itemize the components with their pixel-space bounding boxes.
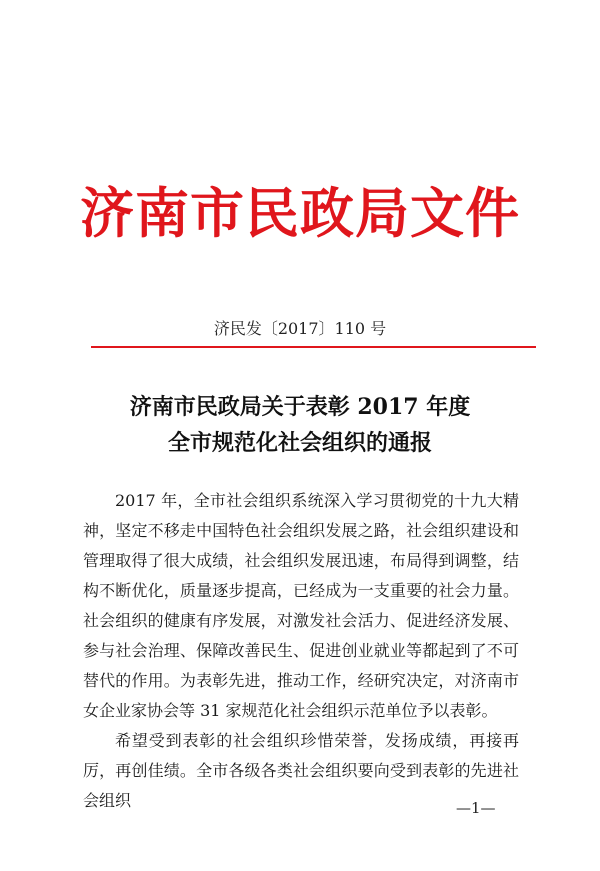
document-title-line-2: 全市规范化社会组织的通报 bbox=[167, 430, 432, 456]
body-paragraph-2: 希望受到表彰的社会组织珍惜荣誉，发扬成绩，再接再厉，再创佳绩。全市各级各类社会组织要向受到表彰的先进社会组织 bbox=[83, 731, 519, 810]
body-paragraph-1: 2017 年，全市社会组织系统深入学习贯彻党的十九大精神，坚定不移走中国特色社会组织发展之路，社会组织建设和管理取得了很大成绩，社会组织发展迅速，布局得到调整，结构不断优化，质量逐步提高，已经成为一支重要的社会力量。社会组织的健康有序发展，对激发社会活力、促进经济发展、参与社会治理、保障改善民生、促进创业就业等都起到了不可替代的作用。为表彰先进，推动工作，经研究决定，对济南市女企业家协会等 31 家规范化社会组织示范单位予以表彰。 bbox=[83, 491, 519, 720]
red-divider-line bbox=[91, 346, 536, 348]
document-masthead: 济南市民政局文件 bbox=[80, 181, 520, 245]
document-number: 济民发〔2017〕110 号 bbox=[213, 319, 387, 338]
document-body bbox=[83, 486, 519, 816]
document-title-line-1: 济南市民政局关于表彰 2017 年度 bbox=[129, 394, 471, 420]
page-number: —1— bbox=[456, 799, 496, 817]
